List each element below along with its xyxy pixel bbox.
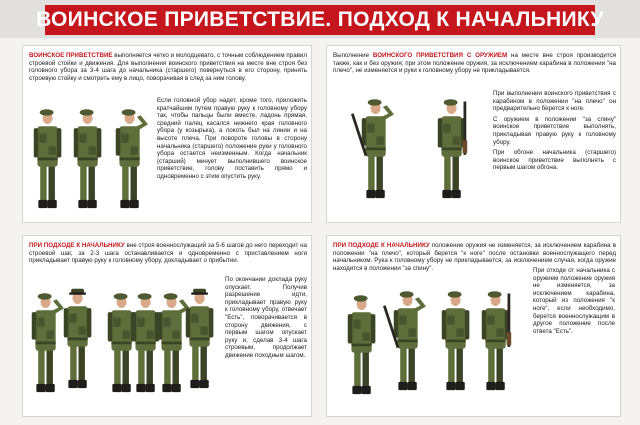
approach-weapon-heading: ПРИ ПОДХОДЕ К НАЧАЛЬНИКУ xyxy=(333,242,430,249)
soldier-figure xyxy=(74,109,102,208)
approach-weapon-body xyxy=(533,267,615,335)
soldier-figure xyxy=(351,99,394,198)
soldier-figure xyxy=(482,291,511,390)
panel-approach xyxy=(22,235,312,417)
weapon-heading: ВОИНСКОГО ПРИВЕТСТВИЯ С ОРУЖИЕМ xyxy=(372,52,508,59)
officer-figure xyxy=(64,289,92,388)
page-title: ВОИНСКОЕ ПРИВЕТСТВИЕ. ПОДХОД К НАЧАЛЬНИКУ xyxy=(36,8,604,31)
weapon-body-1: При выполнении воинского приветствия с карабином в положении "на плечо" он предварительно берется к ноге. xyxy=(493,90,616,113)
soldier-figure xyxy=(132,293,160,392)
title-banner xyxy=(36,5,604,35)
panel-salute xyxy=(22,45,312,223)
approach-figures xyxy=(25,286,225,414)
soldier-figure xyxy=(438,99,467,198)
panel-approach-with-weapon xyxy=(326,235,621,417)
weapon-intro-text: на месте вне строя производится также, как и без оружия; при этом положение оружия, за исключением карабина в положении "на плечо", не изменяется и руки к головному убору не прикладывается. xyxy=(333,52,617,75)
approach-weapon-figures xyxy=(339,284,529,414)
soldier-figure xyxy=(108,293,136,392)
panel-salute-with-weapon xyxy=(326,45,621,223)
weapon-figures xyxy=(341,96,491,220)
salute-figures xyxy=(27,106,155,222)
soldier-figure xyxy=(32,293,64,392)
soldier-figure xyxy=(34,109,62,208)
weapon-body xyxy=(493,90,616,172)
approach-intro-text: вне строя военнослужащий за 5-6 шагов до него переходит на строевой шаг, за 2-3 шага останавливается и одновременно с приставлением ноги прикладывает правую руку к головному убору, докладывает о прибытии. xyxy=(29,242,307,265)
approach-body: По окончании доклада руку опускает. Получив разрешение идти, прикладывает правую руку к головному убору, отвечает "Есть", поворачивается в сторону движения, с первым шагом опускает руку и, сделав 3-4 шага строевым, продолжает движение походным шагом. xyxy=(225,276,307,359)
title-bar xyxy=(0,0,640,38)
weapon-body-3: При обгоне начальника (старшего) воинское приветствие выполнять с первым шагом обгона. xyxy=(493,149,616,172)
approach-heading: ПРИ ПОДХОДЕ К НАЧАЛЬНИКУ xyxy=(29,242,125,249)
soldier-figure xyxy=(383,291,426,390)
approach-intro xyxy=(29,242,307,265)
soldier-figure xyxy=(116,109,148,208)
soldier-figure xyxy=(442,291,470,390)
salute-intro-text: выполняется четко и молодцевато, с точным соблюдением правил строевой стойки и движения. Для выполнения воинского приветствия на месте вне строя без головного убора за 3-4 шага до начальника (старшего) повернуться в его сторону, принять строевую стойку и смотреть ему в лицо, поворачивая в след за ним голову. xyxy=(29,52,307,82)
salute-heading: ВОИНСКОЕ ПРИВЕТСТВИЕ xyxy=(29,52,113,59)
weapon-lead: Выполнение xyxy=(333,52,373,59)
weapon-body-2: С оружием в положении "за спину" воинское приветствие выполнять, прикладывая правую руку к головному убору. xyxy=(493,115,616,146)
officer-figure xyxy=(186,289,214,388)
weapon-intro xyxy=(333,52,616,75)
salute-body: Если головной убор надет, кроме того, приложить кратчайшим путем правую руку к головному убору так, чтобы пальцы были вместе, ладонь прямая, средний палец касался нижнего края головного убора (у козырька), а локоть был на линии и на высоте плеча. При повороте головы в сторону начальника (старшего) положение руки у головного убора остается неизменным. Когда начальник (старший) минует выполнившего воинское приветствие, голову поставить прямо и одновременно с этим опустить руку. xyxy=(157,97,307,180)
approach-weapon-body-text: При отходе от начальника с оружием положение оружия не изменяется, за исключением карабина, который из положения "к ноге", если необходимо, берется военнослужащим в другое положение после ответа "Есть". xyxy=(533,267,615,335)
approach-weapon-intro-text: положение оружия не изменяется, за исключением карабина в положении "на плечо", который берется "к ноге" после остановки военнослужащего перед начальником. Рука к головному убору не прикладывается, за исключением случая, когда оружие находится в положении "за спину". xyxy=(333,242,616,272)
salute-intro xyxy=(29,52,307,82)
soldier-figure xyxy=(348,295,376,394)
soldier-figure xyxy=(158,293,190,392)
